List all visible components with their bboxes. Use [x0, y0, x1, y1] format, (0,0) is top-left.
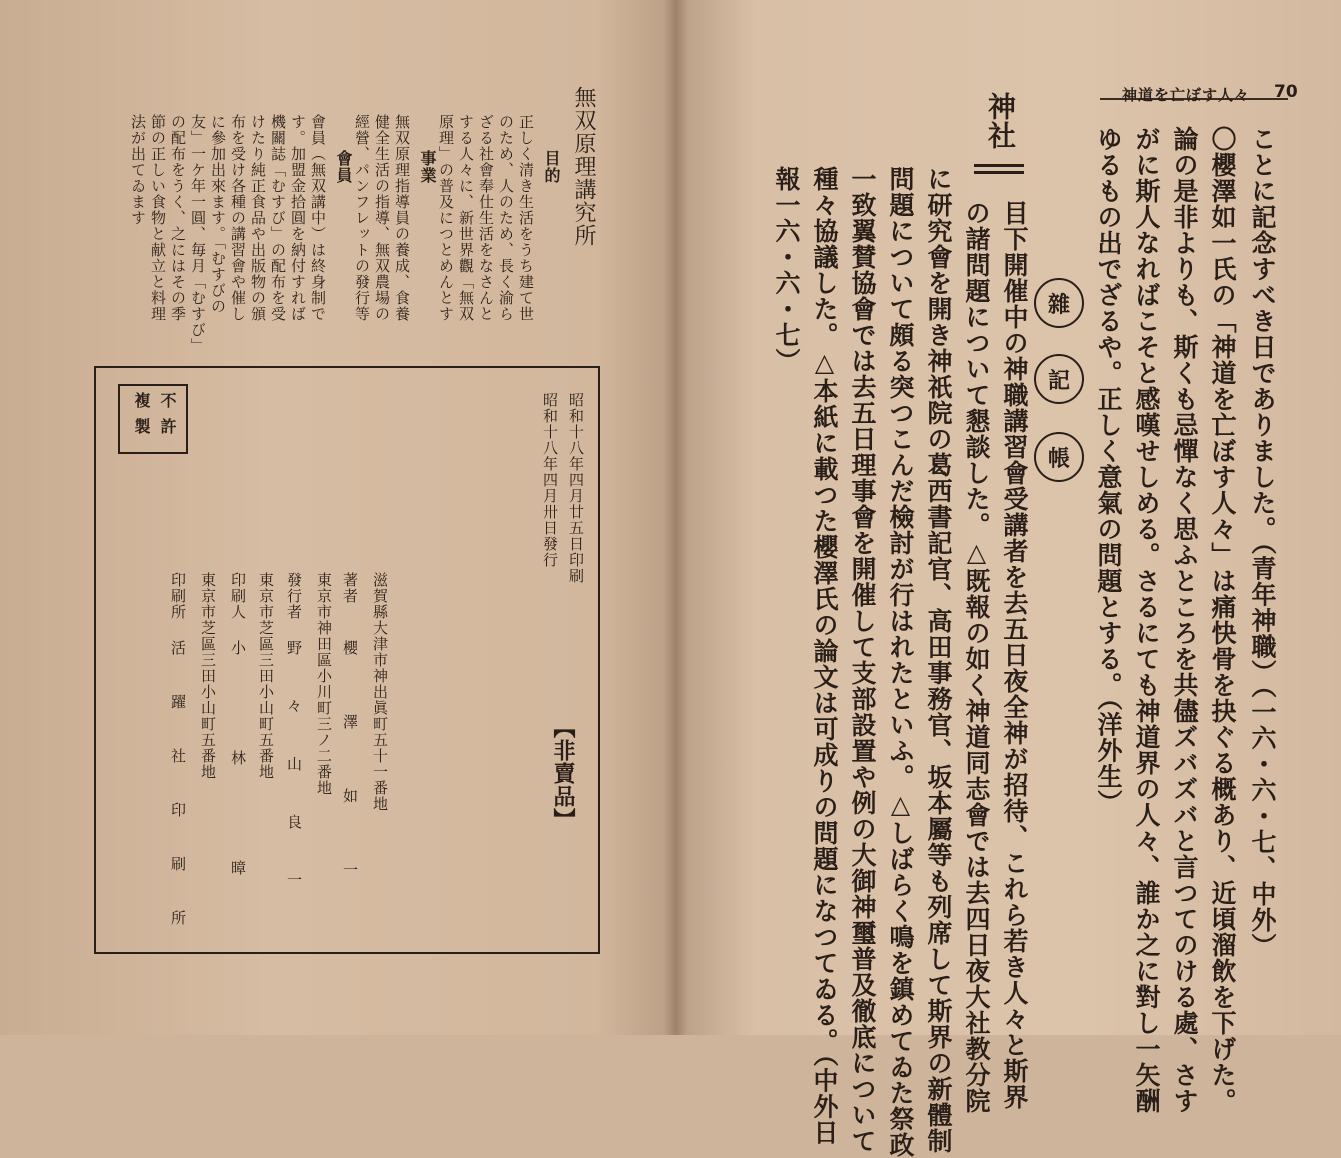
printer-name: 小 林 暲 [229, 640, 247, 915]
member-heading: 會員 [334, 150, 353, 184]
issue-date: 昭和十八年四月卅日發行 [541, 392, 559, 568]
author-name: 櫻 澤 如 一 [341, 640, 359, 899]
author-label: 著者 [341, 572, 359, 604]
member-line-7: 友」一ケ年一圓、毎月「むすび」 [189, 114, 207, 354]
news-column-5: 一致翼賛協會では去五日理事會を開催して支部設置や例の大御神璽普及徹底について [848, 166, 877, 1154]
section-heading: 神社 [984, 92, 1017, 150]
printshop-address: 東京市芝區三田小山町五番地 [199, 572, 217, 780]
business-line-3: 經營、パンフレットの發行等 [353, 114, 371, 322]
member-line-8: の配布をうく、之にはその季 [169, 114, 187, 322]
news-column-2: の諸問題について懇談した。△既報の如く神道同志會では去四日夜大社教分院 [962, 200, 991, 1114]
zakki-char-2: 記 [1034, 354, 1084, 404]
printshop-name: 活 躍 社 印 刷 所 [169, 640, 187, 937]
publisher-name: 野 々 山 良 一 [285, 640, 303, 901]
body-column-5: ゆるもの出でざるや。正しく意氣の問題とする。（洋外生） [1094, 126, 1123, 816]
member-line-2: す。加盟金拾圓を納付すれば [289, 114, 307, 322]
news-column-1: 目下開催中の神職講習會受講者を去五日夜全神が招待、これら若き人々と斯界 [1000, 200, 1029, 1110]
page-number: 70 [1274, 82, 1298, 102]
zakki-char-3: 帳 [1034, 432, 1084, 482]
news-column-3: に研究會を開き神祇院の葛西書記官、高田事務官、坂本屬等も列席して斯界の新體制 [924, 166, 953, 1154]
purpose-line-3: ざる社會奉仕生活をなさんと [477, 114, 495, 322]
purpose-heading: 目的 [542, 150, 561, 184]
purpose-line-1: 正しく清き生活をうち建て世 [517, 114, 535, 322]
book-gutter [664, 0, 688, 1035]
print-date: 昭和十八年四月廿五日印刷 [567, 392, 585, 584]
copyright-stamp [118, 384, 188, 454]
purpose-line-4: する人々に、新世界觀「無双 [457, 114, 475, 322]
publisher-label: 發行者 [285, 572, 303, 620]
body-column-4: がに斯人なればこそと感嘆せしめる。さるにても神道界の人々、誰か之に對し一矢酬 [1132, 126, 1161, 1114]
stamp-text-2: 複製 [132, 392, 151, 444]
printer-label: 印刷人 [229, 572, 247, 620]
member-line-3: 機關誌「むすび」の配布を受 [269, 114, 287, 322]
purpose-line-2: のため、人のため、長く渝ら [497, 114, 515, 322]
business-line-1: 無双原理指導員の養成、食養 [393, 114, 411, 322]
author-address: 滋賀縣大津市神出眞町五十一番地 [371, 572, 389, 812]
stamp-text-1: 不許 [158, 392, 177, 444]
section-heading-rule [974, 164, 1024, 178]
publisher-address: 東京市神田區小川町三ノ二番地 [315, 572, 333, 796]
news-column-4: 問題について頗る突つこんだ檢討が行はれたといふ。△しばらく鳴を鎮めてゐた祭政 [886, 166, 915, 1158]
member-line-1: 會員（無双講中）は終身制で [309, 114, 327, 322]
body-column-2: 〇櫻澤如一氏の「神道を亡ぼす人々」は痛快骨を抉ぐる概あり、近頃溜飲を下げた。 [1208, 126, 1237, 1114]
printshop-label: 印刷所 [169, 572, 187, 620]
member-line-6: に參加出來ます。「むすびの [209, 114, 227, 315]
member-line-10: 法が出てゐます [129, 114, 147, 226]
not-for-sale-mark: 【非賣品】 [550, 716, 576, 831]
institute-title: 無双原理講究所 [571, 86, 596, 247]
member-line-5: 布を受け各種の講習會や催し [229, 114, 247, 322]
body-column-3: 論の是非よりも、斯くも忌憚なく思ふところを共儘ズバズバと言つてのける處、さす [1170, 126, 1199, 1114]
body-column-1: ことに記念すべき日でありました。（青年神職）（一六・六・七、中外） [1248, 126, 1277, 959]
news-column-6: 種々協議した。△本紙に載つた櫻澤氏の論文は可成りの問題になつてゐる。（中外日 [810, 166, 839, 1146]
news-column-7: 報一六・六・七） [772, 166, 801, 374]
member-line-9: 節の正しい食物と献立と料理 [149, 114, 167, 322]
business-heading: 事業 [418, 150, 437, 184]
running-title: 神道を亡ぼす人々 [1122, 86, 1251, 104]
member-line-4: けたり純正食品や出版物の頒 [249, 114, 267, 322]
purpose-line-5: 原理」の普及につとめんとす [437, 114, 455, 322]
printer-address: 東京市芝區三田小山町五番地 [257, 572, 275, 780]
zakki-char-1: 雜 [1034, 278, 1084, 328]
business-line-2: 健全生活の指導、無双農場の [373, 114, 391, 322]
